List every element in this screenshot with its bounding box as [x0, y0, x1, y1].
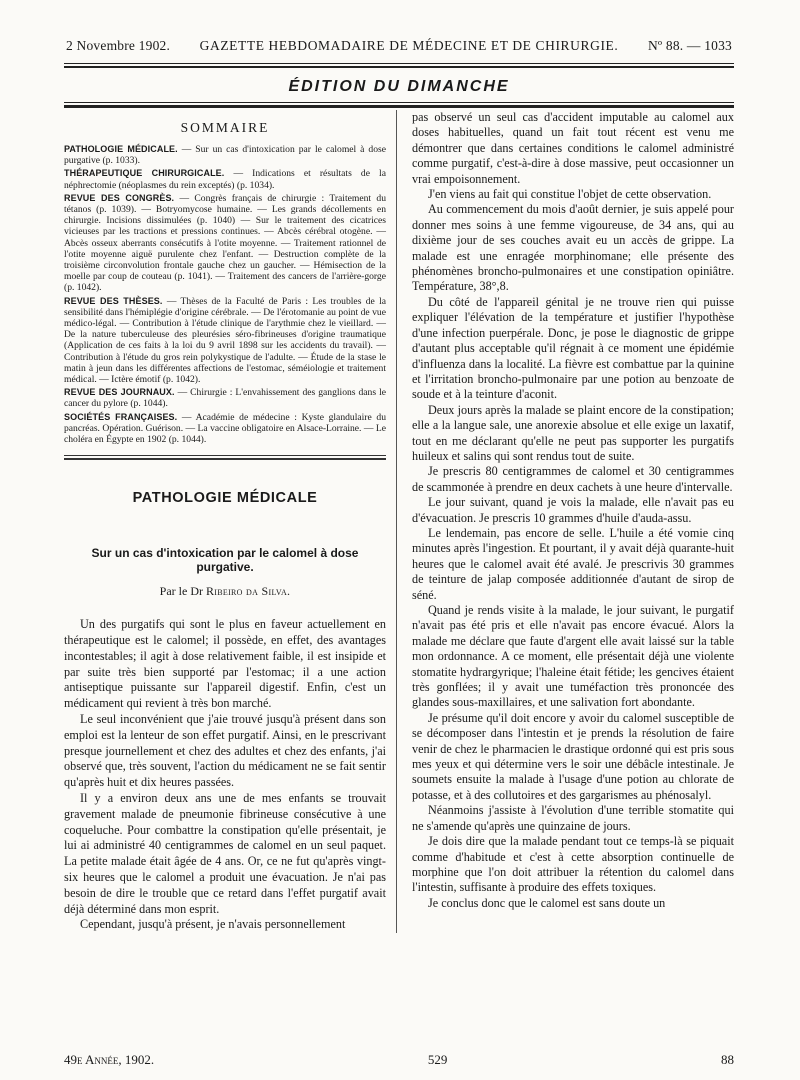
- sommaire-rubric: REVUE DES JOURNAUX.: [64, 387, 175, 398]
- sommaire-rubric: SOCIÉTÉS FRANÇAISES.: [64, 411, 178, 422]
- paragraph: Néanmoins j'assiste à l'évolution d'une terrible stomatite qui ne s'amende qu'après une quinzaine de jours.: [412, 803, 734, 833]
- right-column: [410, 110, 734, 933]
- paragraph-continued: pas observé un seul cas d'accident imputable au calomel aux doses habituelles, quand un fait tout récent est venu me démontrer que dans certaines conditions le calomel administré comme purgatif, c'est-à-dire à dose massive, peut occasionner un vrai empoisonnement.: [412, 110, 734, 186]
- left-column: [64, 110, 397, 933]
- sommaire-text: — Indications et résultats de la néphrectomie (néoplasmes du rein exceptés) (p. 1034).: [64, 168, 386, 191]
- paragraph: Le seul inconvénient que j'aie trouvé jusqu'à présent dans son emploi est la lenteur de son effet purgatif. Ainsi, en le prescrivant presque journellement et chez des adultes et chez des enfants, j'ai observé que, très souvent, l'action du médicament ne se fait sentir qu'après huit et dix heures passées.: [64, 712, 386, 790]
- paragraph: Je dois dire que la malade pendant tout ce temps-là se piquait comme d'habitude et c'est à cette absorption continuelle de morphine que l'on doit attribuer la rétention du calomel dans l'intestin, suffisante à produire des effets toxiques.: [412, 834, 734, 895]
- sommaire-text: — Sur un cas d'intoxication par le calomel à dose purgative (p. 1033).: [64, 144, 387, 167]
- sommaire-rule-thick: [64, 458, 386, 460]
- paragraph: Deux jours après la malade se plaint encore de la constipation; elle a la langue sale, une anorexie absolue et elle exige un laxatif, tout en me déclarant qu'elle ne peut pas supporter les purgatifs huileux et salins qui sont rendus tout de suite.: [412, 402, 734, 463]
- paragraph: Le lendemain, pas encore de selle. L'huile a été vomie cinq minutes après l'ingestion. Et pourtant, il y avait déjà quarante-huit heures que le calomel avait été avalé. Je prescrivis 30 grammes de teinture de jalap composée additionnée d'autant de sirop de séné.: [412, 525, 734, 602]
- sommaire-rubric: REVUE DES THÈSES.: [64, 295, 163, 306]
- paragraph: Je prescris 80 centigrammes de calomel et 30 centigrammes de scammonée à prendre en deux cachets à une heure d'intervalle.: [412, 464, 734, 494]
- sommaire-rubric: PATHOLOGIE MÉDICALE.: [64, 144, 178, 154]
- sommaire-text: — Thèses de la Faculté de Paris : Les troubles de la sensibilité dans l'hémiplégie d'origine cérébrale. — De l'érotomanie au point de vue médico-légal. — Contribution à l'étude clinique de l'arythmie chez le vieillard. — De la nature tuberculeuse des pleurésies séro-fibrineuses d'origine traumatique (Application de ces faits à la loi du 9 avril 1898 sur les accidents du travail). — Contribution à l'étude du gros rein polykystique de l'adulte. — Étude de la stase le matin à jeun dans les différentes affections de l'estomac, séméiologie et traitement médical. — Ictère émotif (p. 1042).: [64, 295, 386, 386]
- sommaire-entry: [64, 412, 386, 446]
- page-footer: [64, 1052, 734, 1068]
- paragraph: Il y a environ deux ans une de mes enfants se trouvait gravement malade de pneumonie fibrineuse consécutive à une coqueluche. Pour combattre la constipation qu'elle présentait, je lui ai administré 40 centigrammes de calomel en un seul paquet. La petite malade était âgée de 4 ans. Or, ce ne fut qu'après vingt-six heures que le calomel a produit une évacuation. Je n'ai pas besoin de dire le trouble que ce retard dans l'effet purgatif avait déjà déterminé dans mon esprit.: [64, 791, 386, 916]
- sommaire-text: — Académie de médecine : Kyste glandulaire du pancréas. Opération. Guérison. — La vaccine obligatoire en Alsace-Lorraine. — Le choléra en Égypte en 1902 (p. 1044).: [64, 411, 386, 446]
- sommaire-text: — Chirurgie : L'envahissement des ganglions dans le cancer du pylore (p. 1044).: [64, 387, 386, 410]
- sommaire-rule: [64, 455, 386, 456]
- header-issue: Nº 88. — 1033: [647, 38, 732, 53]
- footer-issue-number: 88: [720, 1052, 734, 1067]
- paragraph: Je conclus donc que le calomel est sans doute un: [428, 895, 666, 910]
- paragraph: Un des purgatifs qui sont le plus en faveur actuellement en thérapeutique est le calomel; il possède, en effet, des avantages incontestables; il agit à dose relativement faible, il est insipide et par suite très bien supporté par l'estomac; il a une action antiseptique puissante sur l'appareil digestif. Enfin, c'est un médicament qui revient à très bon marché.: [64, 617, 386, 711]
- sommaire-entry: [64, 193, 386, 294]
- sommaire-entry: [64, 144, 386, 166]
- sommaire-text: — Congrès français de chirurgie : Traitement du tétanos (p. 1039). — Botryomycose humaine. — Les grands décollements en chirurgie. Incisions dissimulées (p. 1040) — Sur le traitement des cicatrices vicieuses par les tractions et pressions continues. — Abcès cérébral otogène. — Abcès osseux aberrants consécutifs à l'otite moyenne. — Traitement rationnel de l'otite moyenne aiguë purulente chez l'enfant. — Destruction complète de la troisième circonvolution frontale gauche chez un gaucher. — Hémisection de la moelle par coup de couteau (p. 1041). — Traitement des cancers de l'arrière-gorge (p. 1042).: [64, 192, 386, 294]
- footer-year: 49e Année, 1902.: [64, 1052, 155, 1067]
- header-journal-title: GAZETTE HEBDOMADAIRE DE MÉDECINE ET DE CHIRURGIE.: [199, 38, 619, 53]
- header-date: 2 Novembre 1902.: [66, 38, 171, 53]
- sommaire-rubric: THÉRAPEUTIQUE CHIRURGICALE.: [64, 168, 225, 179]
- sommaire-entry: [64, 296, 386, 386]
- edition-rule-thick: [64, 105, 734, 108]
- paragraph: Cependant, jusqu'à présent, je n'avais personnellement: [80, 917, 346, 932]
- paragraph: Du côté de l'appareil génital je ne trouve rien qui puisse expliquer l'élévation de la température et justifier l'hypothèse d'une infection puerpérale. Donc, je pose le diagnostic de grippe d'autant plus acceptable qu'il régnait à ce moment une épidémie d'influenza dans la localité. La fièvre est combattue par la quinine et l'irritation broncho-pulmonaire par une potion au benzoate de soude et à la teinture d'aconit.: [412, 294, 734, 402]
- article-title: Sur un cas d'intoxication par le calomel à dose purgative.: [91, 546, 359, 575]
- sommaire-title: SOMMAIRE: [180, 120, 270, 135]
- right-body-text: [412, 110, 734, 911]
- paragraph: Au commencement du mois d'août dernier, je suis appelé pour donner mes soins à une femme vigoureuse, de 34 ans, qui au dixième jour de ses couches avait eu un accès de grippe. La malade est une enragée morphinomane; elle présente des phénomènes broncho-pulmonaires et une constipation opiniâtre. Température, 38°,8.: [412, 202, 734, 294]
- sommaire-entry: [64, 387, 386, 409]
- sommaire-rubric: REVUE DES CONGRÈS.: [64, 192, 175, 203]
- sommaire-box: [64, 120, 386, 460]
- paragraph: Le jour suivant, quand je vois la malade, elle n'avait pas eu d'évacuation. Je prescris 10 grammes d'huile d'auda-assu.: [412, 495, 734, 525]
- edition-banner: ÉDITION DU DIMANCHE: [288, 78, 510, 95]
- sommaire-entry: [64, 168, 386, 190]
- paragraph: J'en viens au fait qui constitue l'objet de cette observation.: [428, 187, 712, 202]
- section-title: PATHOLOGIE MÉDICALE: [132, 490, 318, 507]
- footer-page-number: 529: [427, 1052, 448, 1067]
- paragraph: Je présume qu'il doit encore y avoir du calomel susceptible de se décomposer dans l'intestin et je prends la résolution de faire venir de chez le pharmacien le drastique ordonné qui est pris sous mes yeux et qui détermine vers le soir une débâcle intestinale. Je soumets ensuite la malade à l'usage d'une potion au chlorate de potasse, et à des collutoires et des gargarismes au phénosalyl.: [412, 710, 734, 802]
- paragraph: Quand je rends visite à la malade, le jour suivant, le purgatif n'avait pas été pris et elle n'avait pas encore évacué. Alors la malade me déclare que faute d'argent elle avait laissé sur la table mon ordonnance. A ce moment, elle présentait déjà une violente stomatite hydrargyrique; l'haleine était fétide; les gencives étaient très gonflées; il y avait une tuméfaction très prononcée des glandes sous-maxillaires, et une salivation fort abondante.: [412, 603, 734, 710]
- byline-prefix: Par le Dr: [159, 584, 206, 599]
- newspaper-page: [64, 38, 734, 933]
- article-byline: [64, 584, 386, 599]
- running-header: [64, 38, 734, 54]
- edition-rule: [64, 102, 734, 103]
- left-body-text: [64, 617, 386, 933]
- header-rule: [64, 63, 734, 64]
- two-column-body: [64, 110, 734, 933]
- byline-author: Ribeiro da Silva.: [205, 584, 291, 599]
- header-rule-thick: [64, 66, 734, 68]
